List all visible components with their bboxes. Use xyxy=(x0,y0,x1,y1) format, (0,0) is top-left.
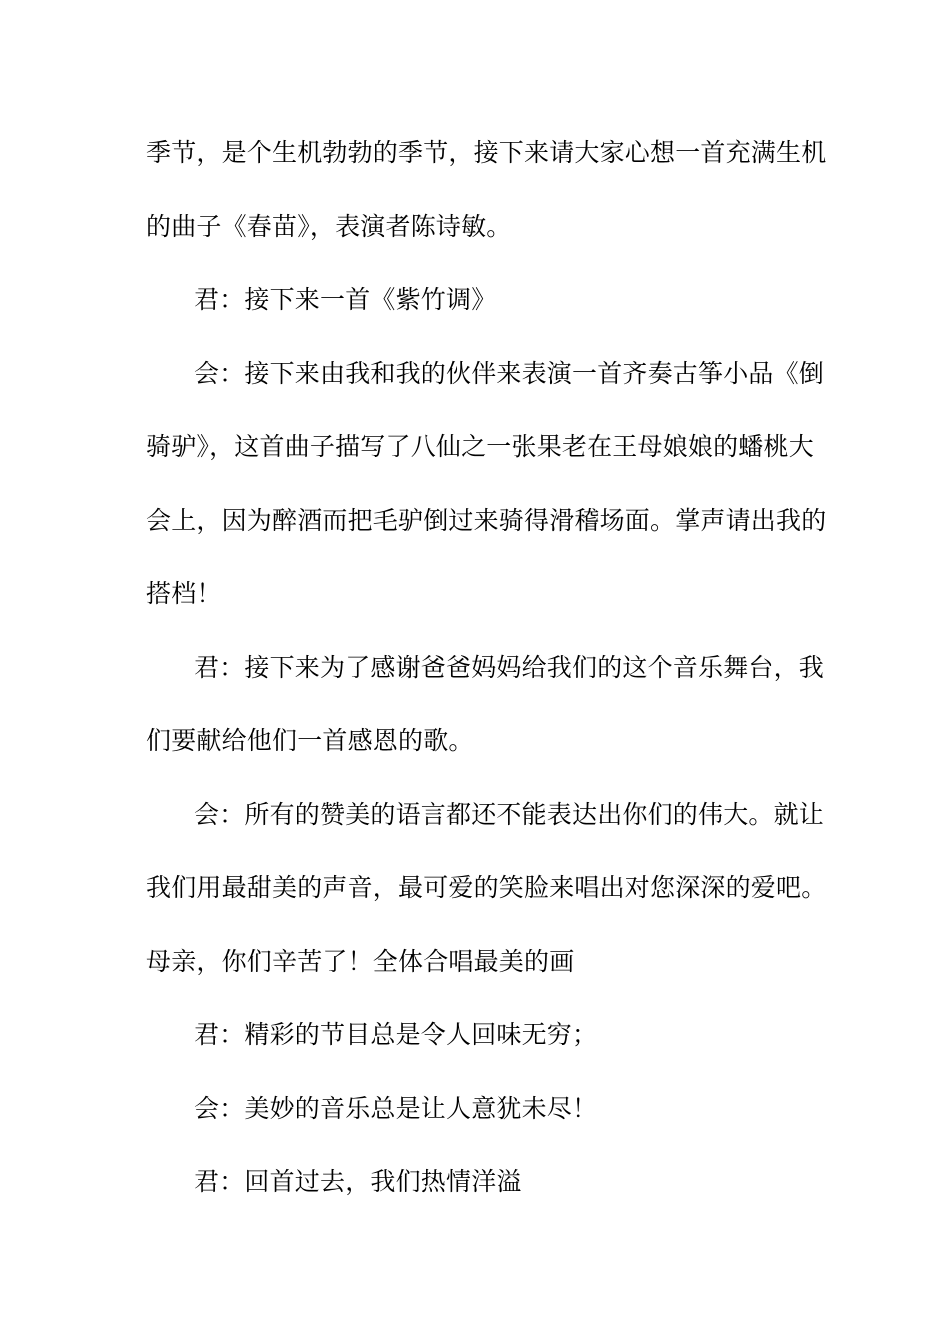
text-line: 会：接下来由我和我的伙伴来表演一首齐奏古筝小品《倒 xyxy=(194,358,825,388)
text-line: 们要献给他们一首感恩的歌。 xyxy=(146,726,474,755)
text-line: 会上，因为醉酒而把毛驴倒过来骑得滑稽场面。掌声请出我的 xyxy=(146,505,827,535)
text-line: 季节，是个生机勃勃的季节，接下来请大家心想一首充满生机 xyxy=(146,138,827,167)
text-line: 母亲，你们辛苦了！全体合唱最美的画 xyxy=(146,946,575,976)
text-line: 的曲子《春苗》，表演者陈诗敏。 xyxy=(146,211,512,241)
text-line: 搭档！ xyxy=(146,579,222,608)
text-line: 君：接下来为了感谢爸爸妈妈给我们的这个音乐舞台，我 xyxy=(194,652,825,682)
text-line: 我们用最甜美的声音，最可爱的笑脸来唱出对您深深的爱吧。 xyxy=(146,873,827,902)
text-line: 会：美妙的音乐总是让人意犹未尽！ xyxy=(194,1093,598,1123)
text-line: 君：回首过去，我们热情洋溢 xyxy=(194,1167,522,1196)
document-body xyxy=(146,128,827,1231)
text-line: 君：接下来一首《紫竹调》 xyxy=(194,285,497,314)
text-line: 骑驴》，这首曲子描写了八仙之一张果老在王母娘娘的蟠桃大 xyxy=(146,432,814,461)
text-line: 君：精彩的节目总是令人回味无穷； xyxy=(194,1020,598,1049)
text-line: 会：所有的赞美的语言都还不能表达出你们的伟大。就让 xyxy=(194,799,825,829)
